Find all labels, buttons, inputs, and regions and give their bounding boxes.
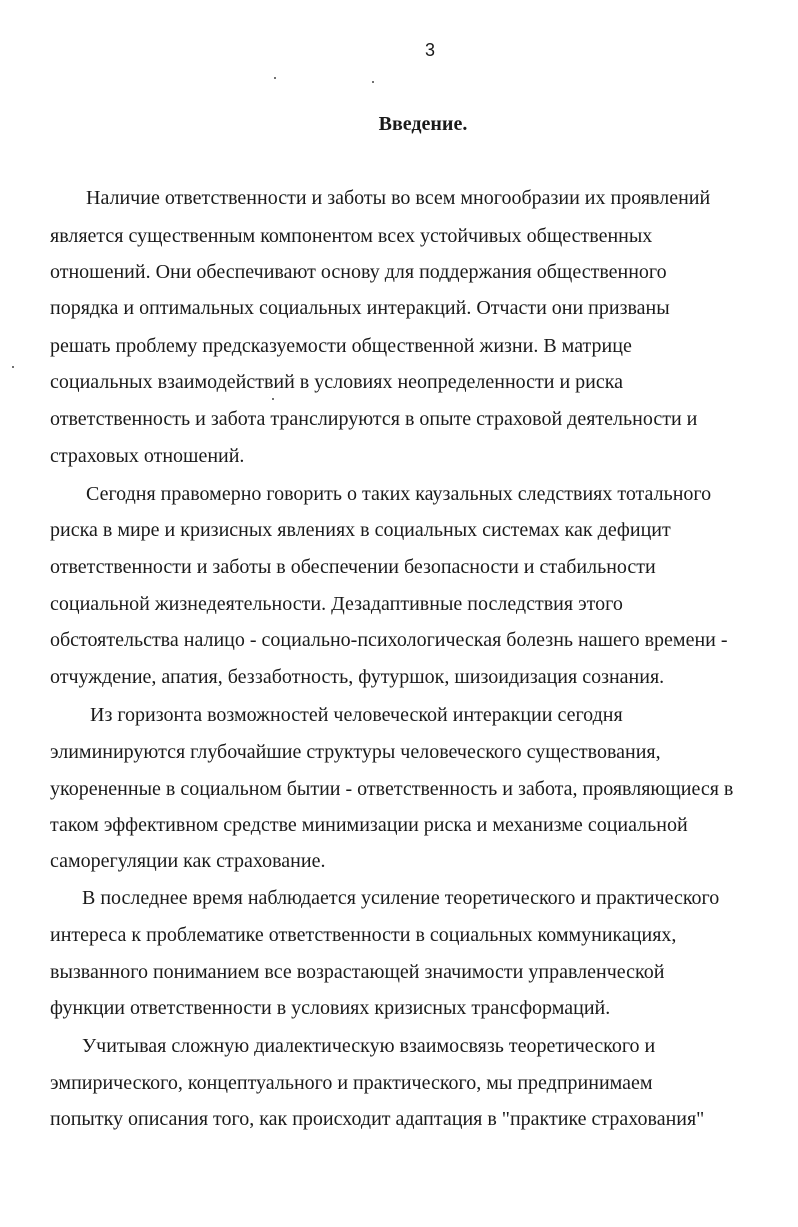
text-line: решать проблему предсказуемости общественной жизни. В матрице <box>50 335 632 357</box>
scan-speck <box>12 366 14 368</box>
text-line: отношений. Они обеспечивают основу для поддержания общественного <box>50 261 667 283</box>
text-line: таком эффективном средстве минимизации риска и механизме социальной <box>50 814 688 836</box>
text-line: социальной жизнедеятельности. Дезадаптивные последствия этого <box>50 593 623 615</box>
text-line: укорененные в социальном бытии - ответственность и забота, проявляющиеся в <box>50 778 734 800</box>
text-line: социальных взаимодействий в условиях неопределенности и риска <box>50 371 624 393</box>
text-line: В последнее время наблюдается усиление теоретического и практического <box>82 887 720 909</box>
text-line: Учитывая сложную диалектическую взаимосвязь теоретического и <box>82 1035 656 1057</box>
text-line: саморегуляции как страхование. <box>50 850 326 872</box>
text-line: Сегодня правомерно говорить о таких каузальных следствиях тотального <box>86 483 712 505</box>
text-line: эмпирического, концептуального и практического, мы предпринимаем <box>50 1072 653 1094</box>
text-line: вызванного пониманием все возрастающей значимости управленческой <box>50 961 665 983</box>
text-line: порядка и оптимальных социальных интеракций. Отчасти они призваны <box>50 297 670 319</box>
scan-speck <box>372 81 374 83</box>
text-line: является существенным компонентом всех устойчивых общественных <box>50 225 653 247</box>
text-line: элиминируются глубочайшие структуры человеческого существования, <box>50 741 661 763</box>
text-line: Наличие ответственности и заботы во всем многообразии их проявлений <box>86 187 711 209</box>
text-line: интереса к проблематике ответственности в социальных коммуникациях, <box>50 924 677 946</box>
text-line: отчуждение, апатия, беззаботность, футуршок, шизоидизация сознания. <box>50 666 665 688</box>
text-line: обстоятельства налицо - социально-психологическая болезнь нашего времени - <box>50 629 728 651</box>
scan-speck <box>272 398 274 400</box>
text-line: ответственность и забота транслируются в опыте страховой деятельности и <box>50 408 698 430</box>
section-heading: Введение. <box>378 113 468 135</box>
page-number: 3 <box>424 40 435 60</box>
text-line: функции ответственности в условиях кризисных трансформаций. <box>50 997 611 1019</box>
text-line: страховых отношений. <box>50 445 245 467</box>
text-line: риска в мире и кризисных явлениях в социальных системах как дефицит <box>50 519 671 541</box>
scan-speck <box>274 77 276 79</box>
text-line: ответственности и заботы в обеспечении безопасности и стабильности <box>50 556 656 578</box>
text-line: Из горизонта возможностей человеческой интеракции сегодня <box>90 704 623 726</box>
text-line: попытку описания того, как происходит адаптация в "практике страхования" <box>50 1108 705 1130</box>
